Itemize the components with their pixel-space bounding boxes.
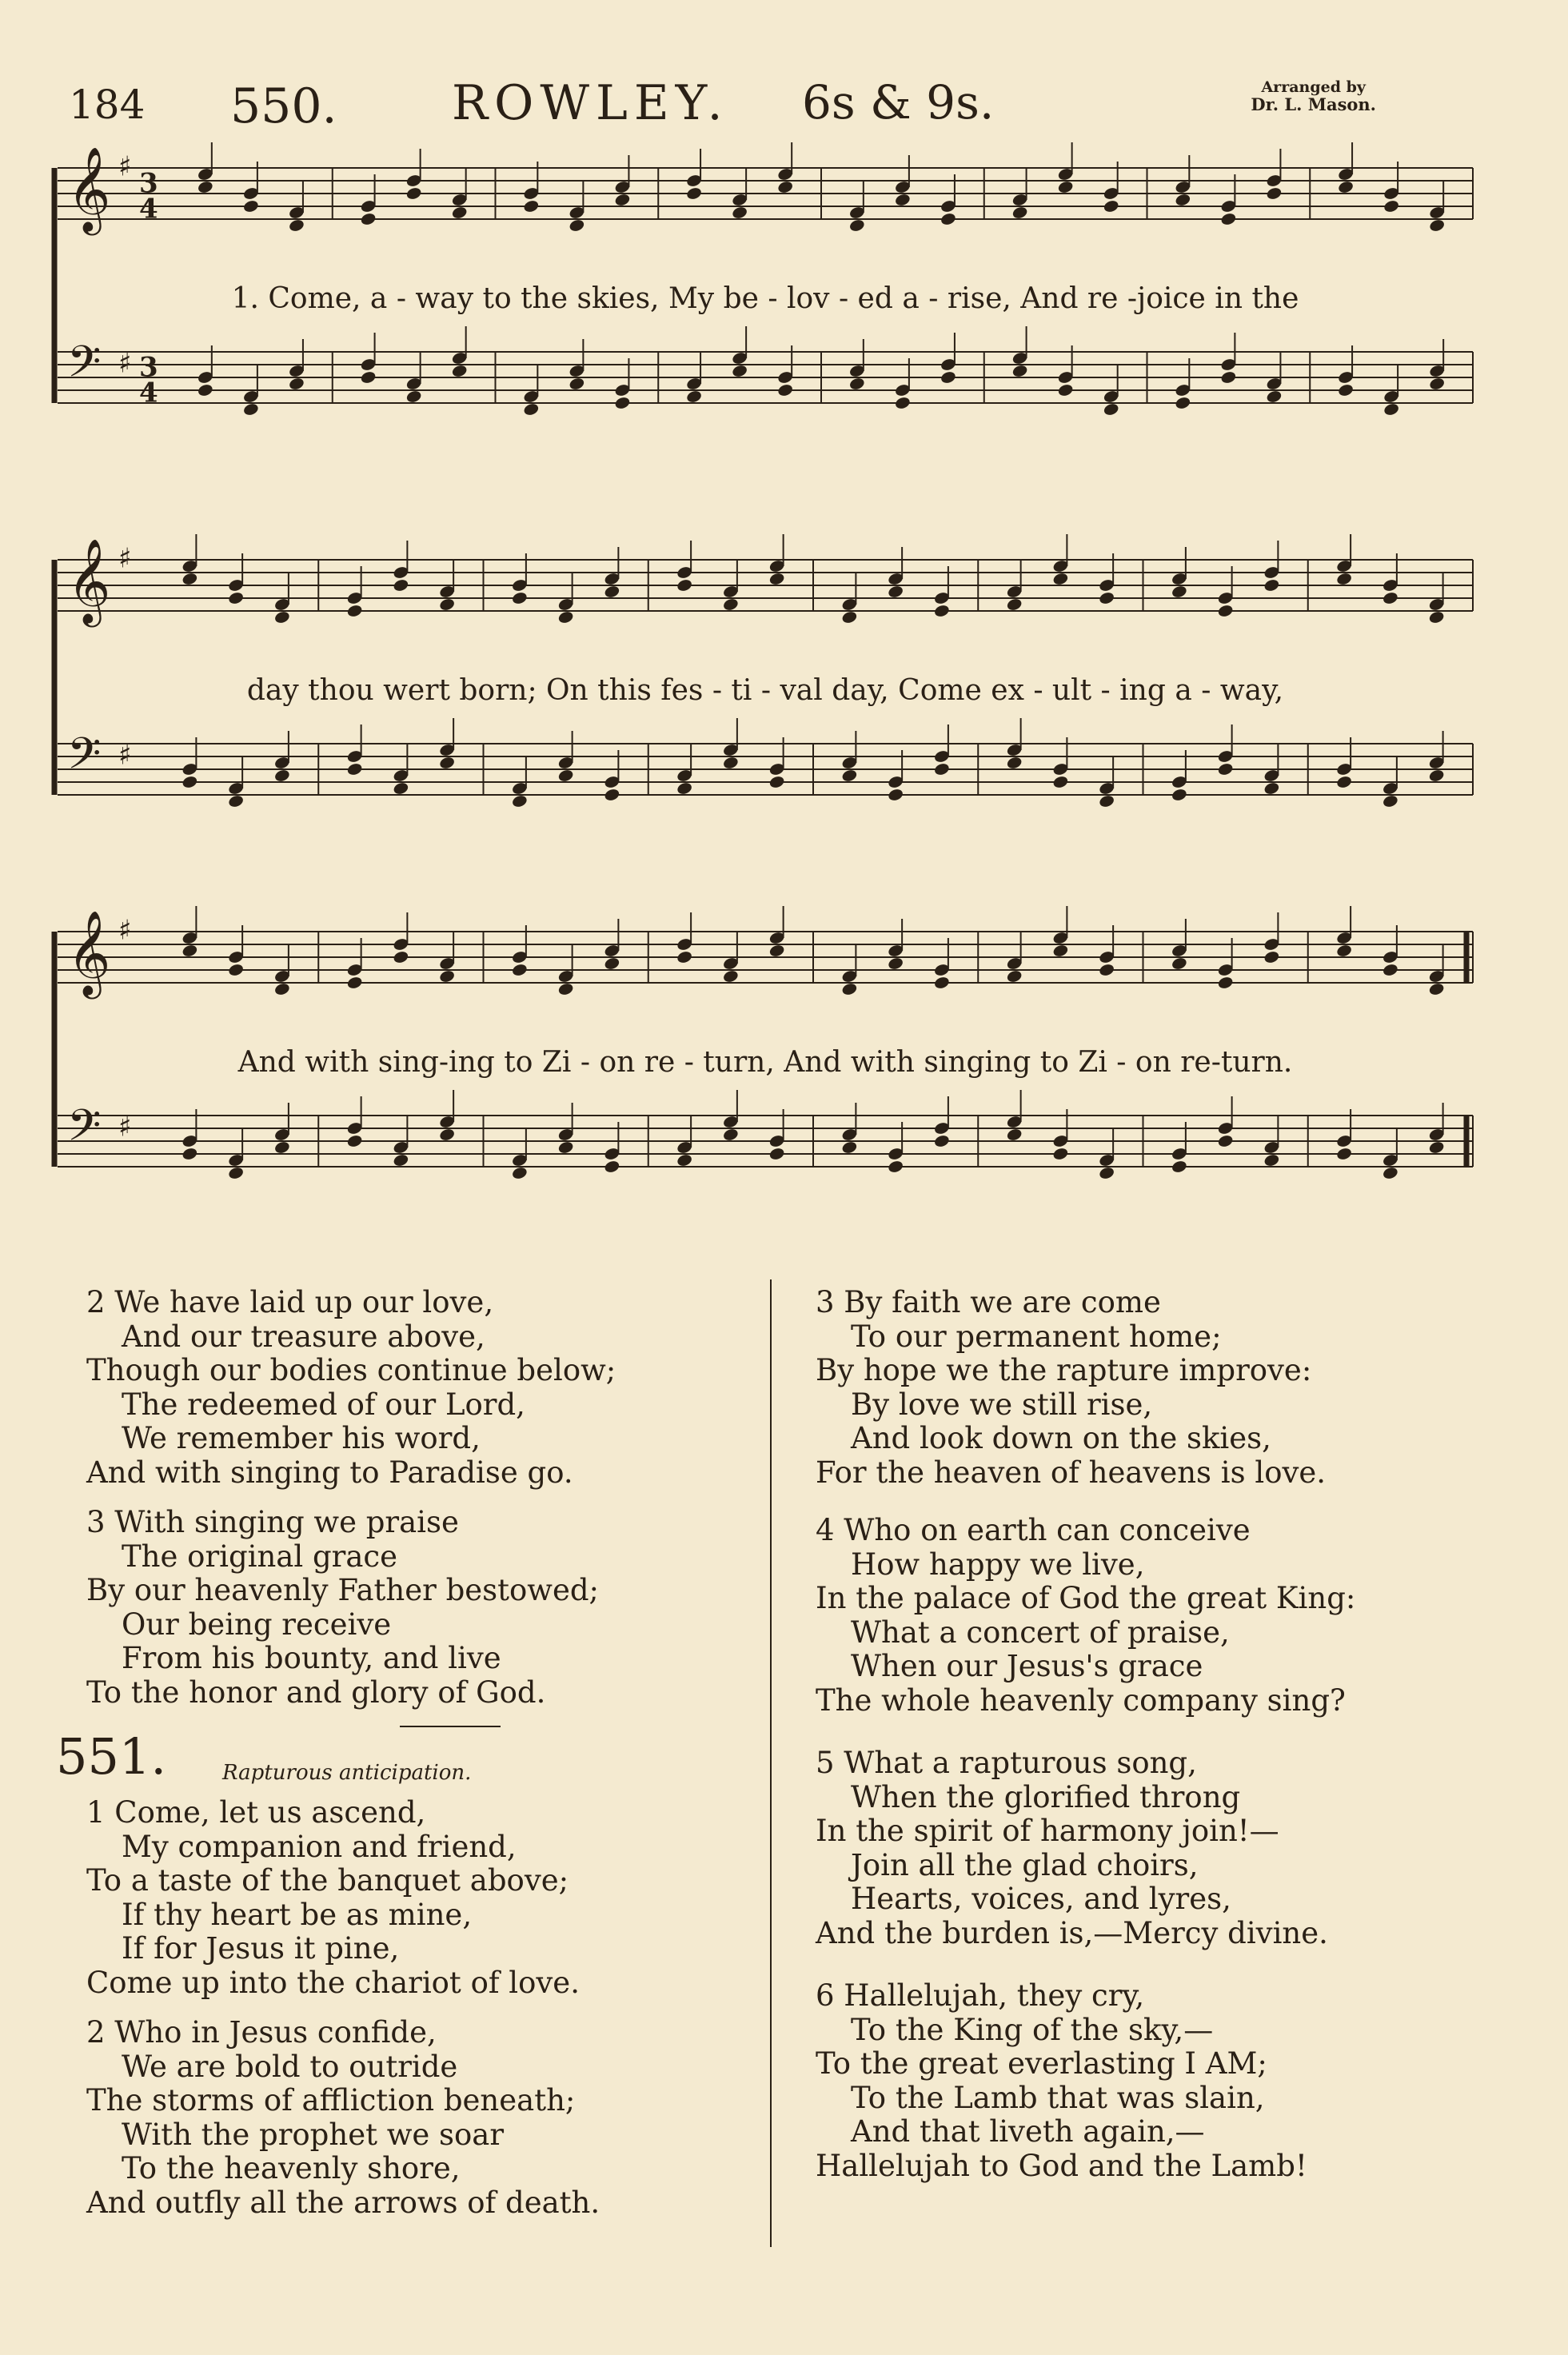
notehead xyxy=(685,389,702,404)
notehead xyxy=(393,578,409,593)
notehead xyxy=(933,976,950,990)
section-divider xyxy=(400,1726,501,1727)
stanza-line: 5 What a rapturous song, xyxy=(816,1746,1197,1780)
stanza-line: Our being receive xyxy=(122,1607,392,1642)
notehead xyxy=(227,794,244,808)
stanza-line: And outfly all the arrows of death. xyxy=(86,2185,600,2220)
notehead xyxy=(1335,944,1352,958)
time-signature-bottom: 4 xyxy=(139,377,158,409)
stanza-line: And our treasure above, xyxy=(122,1319,485,1354)
stanza-line: Hallelujah to God and the Lamb! xyxy=(816,2148,1307,2183)
notehead xyxy=(768,775,785,789)
notehead xyxy=(1382,963,1398,977)
hymn551-heading xyxy=(56,1727,742,1796)
notehead xyxy=(1382,591,1398,605)
notehead xyxy=(1098,794,1115,808)
notehead xyxy=(1335,572,1352,586)
notehead xyxy=(1220,212,1237,226)
notehead xyxy=(1006,597,1023,612)
notehead xyxy=(511,1166,528,1180)
notehead xyxy=(1103,402,1119,417)
stanza-line: When the glorified throng xyxy=(851,1779,1241,1814)
hymn550-stanza-6 xyxy=(816,1979,1503,2183)
notehead xyxy=(346,1134,363,1148)
stanza-line: 4 Who on earth can conceive xyxy=(816,1513,1251,1547)
notehead xyxy=(768,944,785,958)
notehead xyxy=(768,572,785,586)
notehead xyxy=(557,610,574,625)
notehead xyxy=(1217,1134,1234,1148)
notehead xyxy=(940,212,956,226)
notehead xyxy=(1382,199,1399,214)
tune-name: ROWLEY. xyxy=(452,75,729,131)
hymn550-stanza-2 xyxy=(86,1286,742,1490)
notehead xyxy=(731,364,748,378)
notehead xyxy=(604,1160,620,1174)
notehead xyxy=(273,610,290,625)
notehead xyxy=(933,1134,950,1148)
notehead xyxy=(346,604,363,618)
notehead xyxy=(1175,396,1191,410)
stanza-line: The whole heavenly company sing? xyxy=(816,1682,1346,1718)
notehead xyxy=(346,762,363,776)
key-signature-sharp: ♯ xyxy=(118,150,132,183)
notehead xyxy=(557,982,574,996)
notehead xyxy=(722,597,739,612)
notehead xyxy=(557,768,574,783)
stanza-line: 3 By faith we are come xyxy=(816,1285,1161,1319)
notehead xyxy=(887,788,904,802)
notehead xyxy=(722,756,739,770)
notehead xyxy=(1098,591,1115,605)
notehead xyxy=(841,610,858,625)
treble-clef: 𝄞 xyxy=(67,537,111,624)
notehead xyxy=(1171,1160,1187,1174)
notehead xyxy=(722,969,739,984)
notehead xyxy=(1057,383,1074,397)
notehead xyxy=(451,364,468,378)
notehead xyxy=(182,1147,198,1161)
hymn551-number: 551. xyxy=(56,1727,167,1786)
notehead xyxy=(1217,604,1234,618)
notehead xyxy=(1428,982,1445,996)
key-signature-sharp: ♯ xyxy=(118,542,132,575)
notehead xyxy=(242,199,259,214)
notehead xyxy=(182,944,198,958)
stanza-line: 1 Come, let us ascend, xyxy=(86,1795,426,1830)
notehead xyxy=(1098,1166,1115,1180)
key-signature-sharp: ♯ xyxy=(118,347,132,380)
notehead xyxy=(776,383,793,397)
key-signature-sharp: ♯ xyxy=(118,914,132,947)
stanza-line: The original grace xyxy=(122,1539,398,1574)
notehead xyxy=(1171,585,1187,599)
notehead xyxy=(1052,775,1069,789)
stanza-line: From his bounty, and live xyxy=(122,1641,501,1675)
stanza-line: To our permanent home; xyxy=(851,1319,1222,1354)
stanza-line: 6 Hallelujah, they cry, xyxy=(816,1978,1145,2013)
notehead xyxy=(676,1153,692,1168)
notehead xyxy=(933,762,950,776)
music-system-3 xyxy=(50,904,1481,1243)
notehead xyxy=(1263,781,1280,796)
hymn551-stanza-1 xyxy=(86,1796,742,2000)
time-signature-top: 3 xyxy=(139,167,158,200)
notehead xyxy=(604,585,620,599)
notehead xyxy=(841,1140,858,1155)
left-column xyxy=(56,1285,742,2236)
stanza-line: Come up into the chariot of love. xyxy=(86,1965,580,2000)
notehead xyxy=(273,982,290,996)
notehead xyxy=(722,1128,739,1142)
notehead xyxy=(227,963,244,977)
arranged-by: Arranged by xyxy=(1261,78,1366,96)
time-signature-bottom: 4 xyxy=(139,193,158,226)
stanza-line: The redeemed of our Lord, xyxy=(122,1387,525,1422)
notehead xyxy=(523,199,540,214)
notehead xyxy=(288,377,305,391)
notehead xyxy=(1217,976,1234,990)
notehead xyxy=(438,1128,455,1142)
hymn550-stanza-3 xyxy=(86,1506,742,1710)
notehead xyxy=(511,794,528,808)
stanza-line: We are bold to outride xyxy=(122,2049,458,2084)
notehead xyxy=(1217,762,1234,776)
stanza-line: To a taste of the banquet above; xyxy=(86,1863,569,1898)
hymn551-subtitle: Rapturous anticipation. xyxy=(222,1761,472,1785)
notehead xyxy=(1428,610,1445,625)
notehead xyxy=(1052,572,1069,586)
key-signature-sharp: ♯ xyxy=(118,739,132,772)
notehead xyxy=(1428,1140,1445,1155)
lyric-line-1: 1. Come, a - way to the skies, My be - lov - ed a - rise, And re -joice in the xyxy=(231,282,1299,315)
stanza-line: To the honor and glory of God. xyxy=(86,1674,546,1710)
stanza-line: And the burden is,—Mercy divine. xyxy=(816,1915,1328,1950)
notehead xyxy=(511,963,528,977)
notehead xyxy=(288,218,305,233)
notehead xyxy=(1011,364,1028,378)
notehead xyxy=(438,597,455,612)
notehead xyxy=(1263,950,1280,964)
notehead xyxy=(887,956,904,971)
notehead xyxy=(569,377,585,391)
notehead xyxy=(227,591,244,605)
notehead xyxy=(438,756,455,770)
stanza-line: And look down on the skies, xyxy=(851,1421,1271,1455)
stanza-line: When our Jesus's grace xyxy=(851,1649,1203,1683)
notehead xyxy=(676,781,692,796)
notehead xyxy=(1052,1147,1069,1161)
notehead xyxy=(346,976,363,990)
notehead xyxy=(604,788,620,802)
page-number: 184 xyxy=(69,82,146,128)
stanza-line: To the Lamb that was slain, xyxy=(851,2080,1265,2115)
stanza-line: To the great everlasting I AM; xyxy=(816,2046,1267,2081)
treble-clef: 𝄞 xyxy=(67,146,111,232)
notehead xyxy=(1335,775,1352,789)
notehead xyxy=(1263,1153,1280,1168)
notehead xyxy=(1171,788,1187,802)
hymn550-stanza-4 xyxy=(816,1514,1503,1718)
stanza-line: With the prophet we soar xyxy=(122,2117,505,2152)
hymn551-stanza-2 xyxy=(86,2016,742,2220)
arranger-credit xyxy=(1251,78,1376,114)
stanza-line: What a concert of praise, xyxy=(851,1615,1230,1650)
stanza-line: And that liveth again,— xyxy=(851,2114,1205,2149)
notehead xyxy=(1382,1166,1398,1180)
notehead xyxy=(1011,206,1028,220)
notehead xyxy=(841,768,858,783)
notehead xyxy=(242,402,259,417)
notehead xyxy=(273,768,290,783)
notehead xyxy=(940,370,956,385)
stanza-line: My companion and friend, xyxy=(122,1829,517,1864)
notehead xyxy=(511,591,528,605)
music-system-1 xyxy=(50,140,1481,480)
notehead xyxy=(1220,370,1237,385)
meter: 6s & 9s. xyxy=(802,75,995,130)
notehead xyxy=(360,370,377,385)
notehead xyxy=(887,585,904,599)
treble-clef: 𝄞 xyxy=(67,909,111,996)
stanza-line: If for Jesus it pine, xyxy=(122,1931,400,1966)
time-signature-top: 3 xyxy=(139,351,158,384)
notehead xyxy=(1428,768,1445,783)
bass-clef: 𝄢 xyxy=(67,336,102,398)
notehead xyxy=(1057,180,1074,194)
stanza-line: 2 We have laid up our love, xyxy=(86,1285,494,1319)
lyric-line-3: And with sing-ing to Zi - on re - turn, And with singing to Zi - on re-turn. xyxy=(237,1046,1293,1079)
notehead xyxy=(1103,199,1119,214)
stanza-line: The storms of affliction beneath; xyxy=(86,2083,576,2118)
notehead xyxy=(569,218,585,233)
arranger-name: Dr. L. Mason. xyxy=(1251,94,1376,114)
notehead xyxy=(1266,389,1283,404)
stanza-line: By hope we the rapture improve: xyxy=(816,1353,1312,1387)
stanza-line: To the King of the sky,— xyxy=(851,2012,1214,2047)
notehead xyxy=(1428,218,1445,233)
stanza-line: In the spirit of harmony join!— xyxy=(816,1814,1279,1848)
notehead xyxy=(1006,1128,1023,1142)
bass-clef: 𝄢 xyxy=(67,728,102,790)
stanza-line: In the palace of God the great King: xyxy=(816,1581,1356,1615)
notehead xyxy=(523,402,540,417)
stanza-line: How happy we live, xyxy=(851,1547,1145,1582)
notehead xyxy=(887,1160,904,1174)
notehead xyxy=(731,206,748,220)
notehead xyxy=(1382,794,1398,808)
stanza-line: By our heavenly Father bestowed; xyxy=(86,1573,600,1607)
music-system-2 xyxy=(50,532,1481,872)
notehead xyxy=(197,180,213,194)
bass-clef: 𝄢 xyxy=(67,1100,102,1162)
notehead xyxy=(1263,578,1280,593)
notehead xyxy=(1337,180,1354,194)
stanza-line: For the heaven of heavens is love. xyxy=(816,1455,1327,1490)
stanza-line: By love we still rise, xyxy=(851,1387,1153,1422)
notehead xyxy=(848,218,865,233)
notehead xyxy=(1335,1147,1352,1161)
notehead xyxy=(676,950,692,964)
stanza-line: Hearts, voices, and lyres, xyxy=(851,1882,1231,1916)
notehead xyxy=(393,781,409,796)
notehead xyxy=(933,604,950,618)
stanza-line: If thy heart be as mine, xyxy=(122,1897,473,1932)
notehead xyxy=(360,212,377,226)
notehead xyxy=(182,572,198,586)
stanza-line: And with singing to Paradise go. xyxy=(86,1455,573,1490)
notehead xyxy=(614,193,631,207)
stanza-line: Though our bodies continue below; xyxy=(86,1353,616,1387)
notehead xyxy=(405,186,422,201)
notehead xyxy=(393,950,409,964)
key-signature-sharp: ♯ xyxy=(118,1111,132,1144)
notehead xyxy=(1052,944,1069,958)
notehead xyxy=(227,1166,244,1180)
notehead xyxy=(451,206,468,220)
hymn550-stanza-5 xyxy=(816,1746,1503,1950)
page-header xyxy=(0,74,1568,138)
notehead xyxy=(393,1153,409,1168)
notehead xyxy=(1337,383,1354,397)
notehead xyxy=(894,193,911,207)
notehead xyxy=(405,389,422,404)
notehead xyxy=(1171,956,1187,971)
notehead xyxy=(614,396,631,410)
right-column xyxy=(816,1286,1503,2199)
stanza-line: 2 Who in Jesus confide, xyxy=(86,2015,437,2050)
notehead xyxy=(557,1140,574,1155)
notehead xyxy=(1382,402,1399,417)
lyric-line-2: day thou wert born; On this fes - ti - val day, Come ex - ult - ing a - way, xyxy=(246,674,1284,707)
notehead xyxy=(776,180,793,194)
column-divider xyxy=(770,1279,772,2247)
stanza-line: Join all the glad choirs, xyxy=(851,1847,1199,1882)
stanza-line: 3 With singing we praise xyxy=(86,1505,459,1539)
stanza-line: To the heavenly shore, xyxy=(122,2151,461,2185)
notehead xyxy=(1006,756,1023,770)
stanza-line: We remember his word, xyxy=(122,1421,481,1455)
notehead xyxy=(1098,963,1115,977)
notehead xyxy=(182,775,198,789)
hymn-number: 550. xyxy=(230,78,337,134)
notehead xyxy=(1428,377,1445,391)
notehead xyxy=(685,186,702,201)
notehead xyxy=(768,1147,785,1161)
notehead xyxy=(848,377,865,391)
hymn550-stanza-3b xyxy=(816,1286,1503,1490)
notehead xyxy=(604,956,620,971)
notehead xyxy=(1006,969,1023,984)
notehead xyxy=(273,1140,290,1155)
notehead xyxy=(841,982,858,996)
notehead xyxy=(1175,193,1191,207)
notehead xyxy=(197,383,213,397)
notehead xyxy=(438,969,455,984)
notehead xyxy=(894,396,911,410)
notehead xyxy=(1266,186,1283,201)
notehead xyxy=(676,578,692,593)
